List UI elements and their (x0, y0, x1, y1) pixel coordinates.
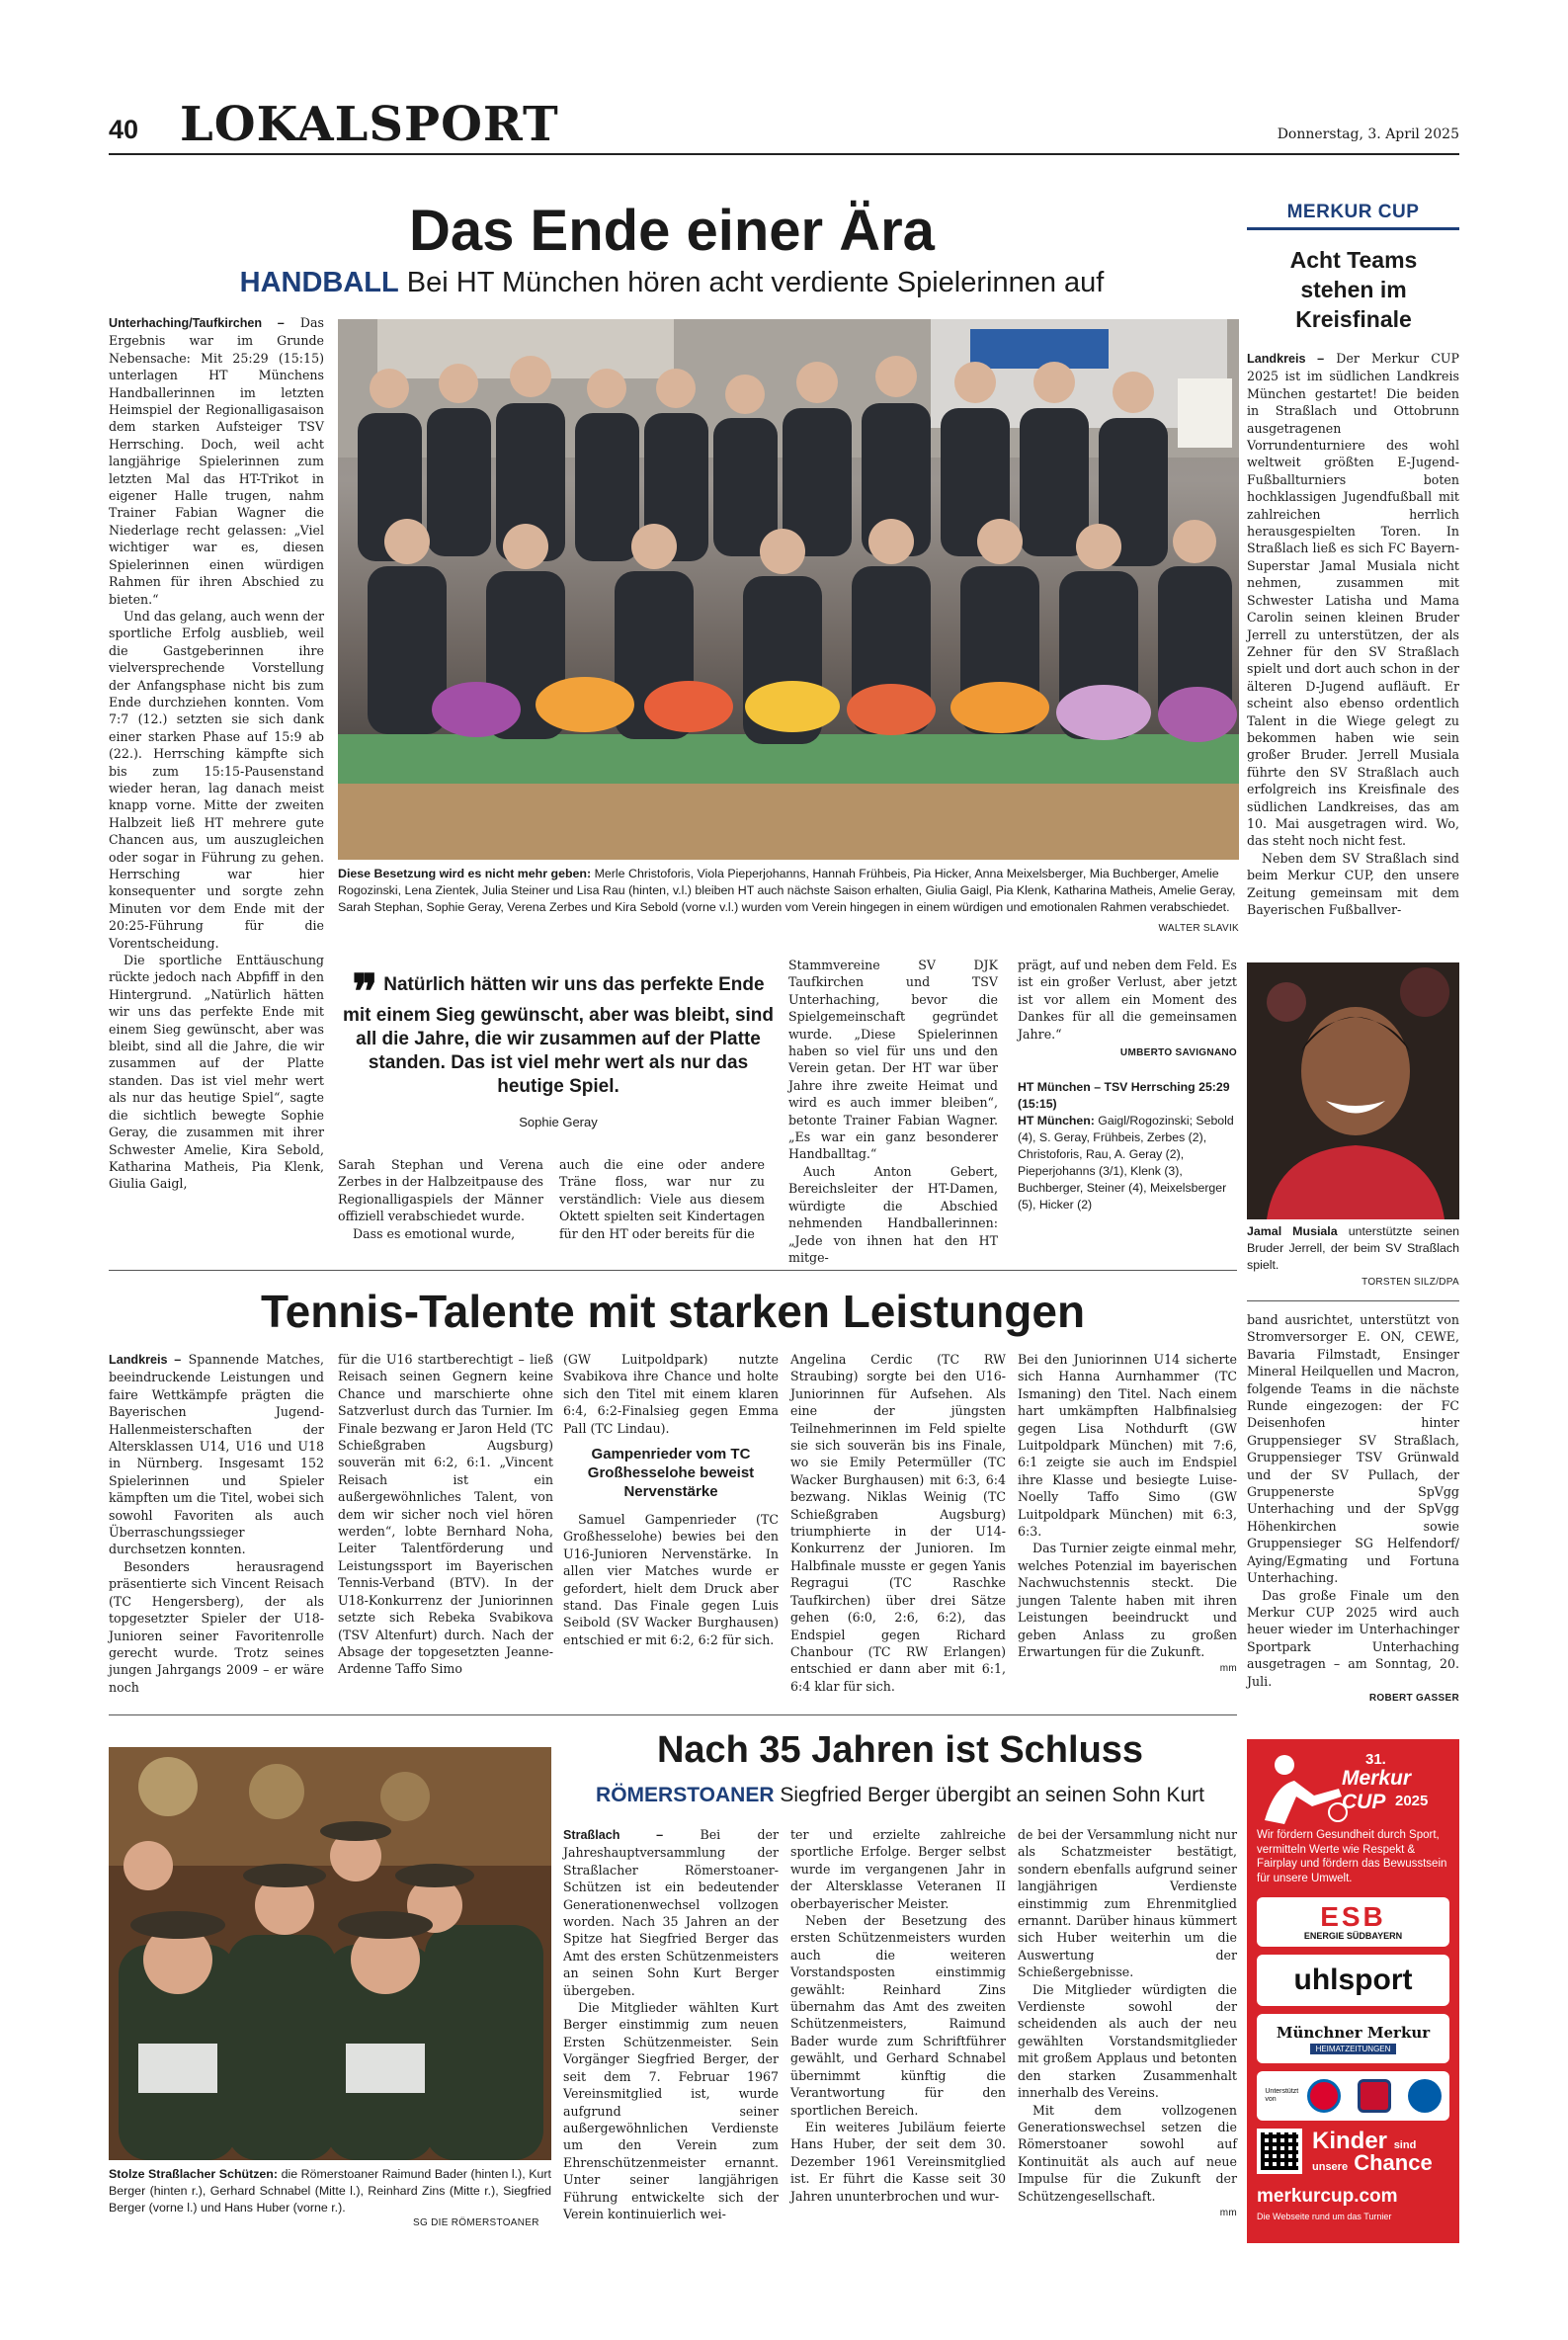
tennis-col5-p1: Bei den Juniorinnen U14 sicherte sich Hanna Aurnhammer (TC Ismaning) den Titel. Nach einem hart umkämpften Halbfinalsieg gegen Lisa Nothdurft (GW Luitpoldpark München) mit 7:6, 6:1 zeigte sie auch im Endspiel ihre Klasse und besiegte Luise-Noelly Taffo Simo (GW Luitpoldpark München) mit 6:3, 6:3. (1018, 1352, 1237, 1540)
main-col2-p2: Dass es emotional wurde, (353, 1225, 516, 1241)
main-col2-p1: Sarah Stephan und Verena Zerbes in der Halbzeitpause des Regionalligaspiels der Männer offiziell verabschiedet wurde. (338, 1157, 543, 1224)
bfv-icon (1408, 2079, 1442, 2113)
schuetzen-col1-p1: Bei der Jahreshauptversammlung der Straßlacher Römerstoaner-Schützen ist ein bedeutender Generationenwechsel vollzogen worden. Nach 35 Jahren an der Spitze hat Siegfried Berger das Amt des ersten Schützenmeisters an seinen Sohn Kurt Berger übergeben. (563, 1827, 779, 1998)
schuetzen-caption (109, 2166, 551, 2216)
ad-url-sub: Die Webseite rund um das Turnier (1257, 2212, 1392, 2221)
tennis-divider (109, 1714, 1237, 1715)
team-photo-caption-lead: Diese Besetzung wird es nicht mehr geben: (338, 867, 592, 880)
schuetzen-col3-p2: Die Mitglieder würdigten die Verdienste sowohl der scheidenden als auch der neu gewählten Vorstandsmitglieder mit großem Applaus und betonten den starken Zusammenhalt innerhalb des Vereins. (1018, 1981, 1237, 2101)
tennis-subhead: Gampenrieder vom TC Großhesselohe beweist Nervenstärke (587, 1446, 755, 1501)
merkur-cont-p2: Das große Finale um den Merkur CUP 2025 wird auch heuer wieder im Unterhachinger Sportpark Unterhaching ausgetragen – am Sonntag, 20. Juli. (1247, 1587, 1459, 1689)
schuetzen-author: mm (1219, 2207, 1237, 2218)
schuetzen-col1-p2: Die Mitglieder wählten Kurt Berger einstimmig zum neuen Ersten Schützenmeister. Sein Vorgänger Siegfried Berger, der seit dem 7. Februar 1967 Vereinsmitglied ist, wurde aufgrund seiner außergewöhnlichen Verdienste um den Verein zum Ehrenschützenmeister ernannt. Unter seiner langjährigen Führung entwickelte sich der Verein kontinuierlich wei- (563, 2000, 779, 2221)
schuetzen-photo-illustration (109, 1747, 551, 2160)
team-photo-illustration (338, 319, 1239, 860)
sponsor-uhlsport (1257, 1955, 1449, 2006)
main-subtitle: Bei HT München hören acht verdiente Spielerinnen auf (406, 267, 1105, 298)
merkur-cont-p1: band ausrichtet, unterstützt von Stromversorger E. ON, CEWE, Bavaria Filmstadt, Ensinger Mineral Heilquellen und Macron, folgende Teams in die nächste Runde eingezogen: der FC Deisenhofen hinter Gruppensieger SV Straßlach, Gruppensieger TSV Grünwald und der SV Pullach, der Gruppenerste SpVgg Unterhaching und der SpVgg Höhenkirchen sowie Gruppensieger SG Helfendorf/ Aying/Egmating und Fortuna Unterhaching. (1247, 1312, 1459, 1586)
result-team: HT München: (1018, 1114, 1095, 1128)
merkur-cont-rule (1247, 1300, 1459, 1301)
main-kicker: HANDBALL (239, 267, 399, 298)
qr-code-icon[interactable] (1257, 2129, 1302, 2174)
schuetzen-credit: SG DIE RÖMERSTOANER (413, 2217, 539, 2228)
main-col1-p1: Das Ergebnis war im Grunde Nebensache: Mit 25:29 (15:15) unterlagen HT Münchens Handballerinnen im letzten Heimspiel der Regionalligasaison dem starken Aufsteiger TSV Herrsching. Doch, weil acht langjährige Spielerinnen zum letzten Mal das HT-Trikot in eigener Halle trugen, nahm Trainer Fabian Wagner die Niederlage recht gelassen: „Viel wichtiger war es, diesen Spielerinnen einen würdigen Rahmen für ihren Abschied zu bieten.“ (109, 315, 324, 607)
sponsor-uhlsport-logo: uhlsport (1293, 1964, 1413, 1996)
musiala-caption-text: unterstützte seinen Bruder Jerrell, der beim SV Straßlach spielt. (1247, 1224, 1459, 1272)
merkur-text (1247, 350, 1459, 918)
main-story-col3 (559, 1156, 765, 1242)
main-story-col4 (788, 957, 998, 1266)
quote-text: Natürlich hätten wir uns das perfekte Ende mit einem Sieg gewünscht, aber was bleibt, sind all die Jahre, die wir zusammen auf der Platte standen. Das ist viel mehr wert als nur das heutige Spiel. (342, 974, 775, 1097)
merkur-label: MERKUR CUP (1286, 202, 1420, 222)
ad-brand: Merkur CUP (1342, 1767, 1412, 1813)
schuetzen-kicker: RÖMERSTOANER (596, 1784, 775, 1806)
fc-bayern-icon (1307, 2079, 1341, 2113)
tennis-col3-p1: (GW Luitpoldpark) nutzte Svabikova ihre Chance und holte sich den Titel mit einem klaren 6:4, 6:2-Finalsieg gegen Emma Pall (TC Lindau). (563, 1352, 779, 1436)
tennis-col1 (109, 1351, 324, 1696)
tennis-col2-p1: für die U16 startberechtigt – ließ Reisach seinen Gegnern keine Chance und marschierte ohne Satzverlust durch das Turnier. Im Finale bezwang er Jaron Held (TC Schießgraben Augsburg) souverän mit 6:2, 6:1. „Vincent Reisach ist ein außergewöhnliches Talent, von dem wir sicher noch viel hören werden“, lobte Bernhard Noha, Leiter Talentförderung und Leistungssport im Bayerischen Tennis-Verband (BTV). In der U18-Konkurrenz der Juniorinnen setzte sich Rebeka Svabikova (TSV Altenfurt) durch. Nach der Absage der topgesetzten Jeanne-Ardenne Taffo Simo (338, 1352, 553, 1677)
schuetzen-col2-p2: Neben der Besetzung des ersten Schützenmeisters wurden auch die weiteren Vorstandsposten einstimmig gewählt: Reinhard Zins übernahm das Amt des zweiten Schützenmeisters, Raimund Bader wurde zum Schriftführer gewählt, und Gerhard Schnabel übernimmt künftig die Verantwortung für den sportlichen Bereich. (790, 1913, 1006, 2118)
merkur-dateline: Landkreis – (1247, 352, 1325, 366)
merkur-cup-ad (1247, 1739, 1459, 2243)
page-number: 40 (109, 115, 139, 144)
musiala-credit: TORSTEN SILZ/DPA (1362, 1277, 1459, 1288)
merkur-headline: Acht Teams stehen im Kreisfinale (1289, 247, 1418, 332)
ad-chance-line (1312, 2152, 1433, 2178)
tennis-dateline: Landkreis – (109, 1353, 182, 1367)
schuetzen-col2-p1: ter und erzielte zahlreiche sportliche Erfolge. Berger selbst wurde im vergangenen Jahr in der Altersklasse Veteranen II oberbayerischer Meister. (790, 1827, 1006, 1911)
main-story-col5 (1018, 957, 1237, 1213)
schuetzen-col3-p3: Mit dem vollzogenen Generationswechsel setzen die Römerstoaner sowohl auf Kontinuität als auch auf neue Impulse für die Zukunft der Schützengesellschaft. (1018, 2102, 1237, 2204)
sponsor-row (1257, 2071, 1449, 2121)
tennis-col3 (563, 1351, 779, 1648)
schuetzen-col2-p3: Ein weiteres Jubiläum feierte Hans Huber, der seit dem 30. Dezember 1961 Vereinsmitglied ist. Er führt die Kasse seit 30 Jahren ununterbrochen und wur- (790, 2119, 1006, 2204)
result-box (1018, 1079, 1237, 1213)
sponsor-merkur-sub: HEIMATZEITUNGEN (1310, 2044, 1397, 2054)
ad-unsere: unsere (1312, 2161, 1349, 2173)
main-col1-p2: Und das gelang, auch wenn der sportliche Erfolg ausblieb, weil die Gastgeberinnen ihre vielversprechende Vorstellung der Anfangsphase nicht bis zum Ende durchziehen konnten. Vom 7:7 (12.) setzten sie sich dank einer starken Phase auf 15:9 ab (22.). Herrsching kämpfte sich bis zum 15:15-Pausenstand wieder heran, lag danach meist knapp vorne. Mitte der zweiten Halbzeit ließ HT mehrere gute Chancen aus, um auszugleichen oder sogar in Führung zu gehen. Herrsching war hier konsequenter und sorgte zehn Minuten vor dem Ende mit der 20:25-Führung für die Vorentscheidung. (109, 608, 324, 951)
result-lineup-block (1018, 1113, 1237, 1213)
tennis-col1-p1: Spannende Matches, beeindruckende Leistungen und faire Wettkämpfe prägten die Bayerischen Jugend-Hallenmeisterschaften der Altersklassen U14, U16 und U18 in Nürnberg. Insgesamt 152 Spielerinnen und Spieler kämpften um die Titel, wobei sich sowohl Favoriten als auch Überraschungssieger durchsetzen konnten. (109, 1352, 324, 1557)
team-photo-caption-text: Merle Christoforis, Viola Pieperjohanns, Hannah Frühbeis, Pia Hicker, Anna Meixelsberger, Mia Buchberger, Amelie Rogozinski, Lena Zientek, Julia Steiner und Lisa Rau (hinten, v.l.) bleiben HT auch nächste Saison erhalten, Giulia Gaigl, Pia Klenk, Katharina Matheis, Amelie Geray, Sarah Stephan, Sophie Geray, Verena Zerbes und Kira Sebold (vorne v.l.) wurden vom Verein hingegen in einem würdigen und emotionalen Rahmen verabschiedet. (338, 867, 1236, 914)
ad-year: 2025 (1395, 1793, 1429, 1809)
schuetzen-subline (563, 1784, 1237, 1807)
ad-edition: 31. (1365, 1751, 1386, 1768)
tennis-headline: Tennis-Talente mit starken Leistungen (260, 1286, 1086, 1337)
merkur-text-p2: Neben dem SV Straßlach sind beim Merkur CUP, den unsere Zeitung gemeinsam mit dem Bayerischen Fußballver- (1247, 850, 1459, 917)
tennis-col4-p1: Angelina Cerdic (TC RW Straubing) sorgte bei den U16-Juniorinnen für Aufsehen. Als eine der jüngsten Teilnehmerinnen im Feld spielte sie sich souverän bis ins Finale, wo sie Emily Petermüller (TC Wacker Burghausen) mit 6:3, 6:4 bezwang. Niklas Weinig (TC Schießgraben Augsburg) triumphierte in der U14-Konkurrenz der Junioren. Im Halbfinale musste er gegen Yanis Regragui (TC Raschke Taufkirchen) über drei Sätze gehen (6:0, 2:6, 6:2), das Endspiel gegen Richard Chanbour (TC RW Erlangen) entschied er dann aber mit 6:1, 6:4 klar für sich. (790, 1352, 1006, 1694)
tennis-col1-p2: Besonders herausragend präsentierte sich Vincent Reisach (TC Hengersberg), der als topgesetzter Spieler der U18-Junioren seiner Favoritenrolle gerecht wurde. Trotz seines jungen Jahrgangs 2009 – er wäre noch (109, 1558, 324, 1695)
ad-kinder: Kinder (1312, 2128, 1388, 2154)
player-icon (1255, 1751, 1349, 1830)
tennis-col3-p2: Samuel Gampenrieder (TC Großhesselohe) bewies bei den U16-Junioren Nervenstärke. In allen vier Matches wurde er gefordert, hielt dem Druck aber stand. Das Finale gegen Luis Seibold (SV Wacker Burghausen) entschied er mit 6:2, 6:2 für sich. (563, 1512, 779, 1647)
schuetzen-caption-lead: Stolze Straßlacher Schützen: (109, 2167, 278, 2181)
schuetzen-col1 (563, 1826, 779, 2222)
issue-date: Donnerstag, 3. April 2025 (1277, 126, 1459, 142)
team-photo-credit: WALTER SLAVIK (1158, 923, 1239, 934)
musiala-photo-illustration (1247, 962, 1459, 1219)
ad-supported-label: Unterstützt von (1265, 2088, 1299, 2103)
main-story-col1 (109, 314, 324, 1193)
schuetzen-dateline: Straßlach – (563, 1828, 664, 1842)
main-col5-p1: prägt, auf und neben dem Feld. Es ist ein großer Verlust, aber jetzt ist vor allem ein Moment des Dankes für all die gemeinsamen Jahre.“ (1018, 958, 1237, 1042)
tennis-col5-p2: Das Turnier zeigte einmal mehr, welches Potenzial im bayerischen Nachwuchstennis steckt. Die jungen Talente haben mit ihren Leistungen beeindruckt und geben Anlass zu großen Erwartungen für die Zukunft. (1018, 1541, 1237, 1659)
main-col4-p1: Stammvereine SV DJK Taufkirchen und TSV Unterhaching, bevor die Spielgemeinschaft gegründet wurde. „Diese Spielerinnen haben so viel für uns und den Verein getan. Der HT war über Jahre ihre zweite Heimat und wird es auch immer bleiben“, betonte Trainer Fabian Wagner. „Es war ein ganz besonderer Handballtag.“ (788, 958, 998, 1162)
main-col1-p3: Die sportliche Enttäuschung rückte jedoch nach Abpfiff in den Hintergrund. „Natürlich hätten wir uns das perfekte Ende mit einem Sieg gewünscht, aber was bleibt, sind all die Jahre, die wir zusammen auf der Platte standen. Das ist viel mehr wert als nur das heutige Spiel“, sagte die sichtlich bewegte Sophie Geray, die zusammen mit ihrer Schwester Amelie, Kira Sebold, Katharina Matheis, Pia Klenk, Giulia Gaigl, (109, 953, 324, 1192)
tennis-author: mm (1219, 1663, 1237, 1675)
main-headline: Das Ende einer Ära (409, 199, 935, 263)
result-title: HT München – TSV Herrsching 25:29 (15:15) (1018, 1080, 1230, 1112)
schuetzen-photo (109, 1747, 551, 2160)
ad-slogan: Wir fördern Gesundheit durch Sport, vermitteln Werte wie Respekt & Fairplay und fördern das Bewusstsein für unsere Umwelt. (1257, 1829, 1447, 1884)
merkur-author: ROBERT GASSER (1368, 1692, 1459, 1704)
musiala-caption-lead: Jamal Musiala (1247, 1224, 1338, 1238)
musiala-caption (1247, 1223, 1459, 1274)
main-col5-author: UMBERTO SAVIGNANO (1119, 1047, 1237, 1059)
sponsor-esb-sub: ENERGIE SÜDBAYERN (1303, 1931, 1403, 1941)
tennis-col4 (790, 1351, 1006, 1695)
schuetzen-headline: Nach 35 Jahren ist Schluss (656, 1729, 1144, 1771)
schuetzen-col3 (1018, 1826, 1237, 2221)
schuetzen-subtitle: Siegfried Berger übergibt an seinen Sohn Kurt (780, 1784, 1204, 1806)
header-rule (109, 153, 1459, 155)
main-subline (109, 267, 1235, 299)
section-title: LOKALSPORT (180, 97, 559, 152)
merkur-label-rule (1247, 227, 1459, 230)
main-story-col2 (338, 1156, 543, 1242)
schuetzen-col3-p1: de bei der Versammlung nicht nur als Schatzmeister bestätigt, sondern ebenfalls aufgrund seiner langjährigen Verdienste einstimmig zum Ehrenmitglied ernannt. Darüber hinaus kümmert sich Huber weiterhin um die Auswertung der Schießergebnisse. (1018, 1827, 1237, 1980)
schuetzen-caption-text: die Römerstoaner Raimund Bader (hinten l.), Kurt Berger (hinten r.), Gerhard Schnabel (Mitte l.), Reinhard Zins (Mitte r.), Siegfried Berger (vorne l.) und Hans Huber (vorne r.). (109, 2167, 551, 2215)
musiala-photo (1247, 962, 1459, 1219)
sponsor-esb-logo: ESB (1320, 1901, 1386, 1932)
result-lineup: Gaigl/Rogozinski; Sebold (4), S. Geray, Frühbeis, Zerbes (2), Christoforis, Rau, A. Geray (2), Pieperjohanns (3/1), Klenk (3), Buchberger, Steiner (4), Meixelsberger (5), Hicker (2) (1018, 1114, 1234, 1212)
team-photo-caption (338, 866, 1239, 937)
ad-chance: Chance (1354, 2150, 1433, 2175)
ad-url[interactable]: merkurcup.com (1257, 2186, 1398, 2207)
main-dateline: Unterhaching/Taufkirchen – (109, 316, 285, 330)
team-photo (338, 319, 1239, 860)
tennis-col5 (1018, 1351, 1237, 1678)
main-col4-p2: Auch Anton Gebert, Bereichsleiter der HT-Damen, würdigte die Abschied nehmenden Handballerinnen: „Jede von ihnen hat den HT mitge- (788, 1163, 998, 1265)
merkur-cont (1247, 1311, 1459, 1707)
main-story-divider (109, 1270, 1237, 1271)
merkur-text-p1: Der Merkur CUP 2025 ist im südlichen Landkreis München gestartet! Die beiden in Straßlach und Ottobrunn ausgetragenen Vorrundenturniere des wohl weltweit größten E-Jugend-Fußballturniers boten hochklassigen Jugendfußball mit zahlreichen herrlich herausgespielten Toren. In Straßlach ließ es sich FC Bayern-Superstar Jamal Musiala nicht nehmen, zusammen mit Schwester Latisha und Mama Carolin seinen kleinen Bruder Jerrell zu unterstützen, der als Zehner für den SV Straßlach spielt und dort auch schon in der älteren D-Jugend aufläuft. Er scheint also ebenso ordentlich Talent in die Wiege gelegt zu bekommen haben wie sein großer Bruder. Jerrell Musiala führte den SV Straßlach auch erfolgreich ins Kreisfinale des südlichen Landkreises, das am 10. Mai ausgetragen wird. Wo, das steht noch nicht fest. (1247, 351, 1459, 849)
tennis-col2 (338, 1351, 553, 1678)
quote-mark-icon: ❞ (352, 964, 378, 1020)
sponsor-esb (1257, 1897, 1449, 1947)
ad-sind: sind (1393, 2139, 1417, 2151)
sponsor-merkur (1257, 2014, 1449, 2063)
qr-code-pattern (1261, 2132, 1298, 2170)
pull-quote (341, 964, 776, 1099)
unterhaching-icon (1358, 2079, 1391, 2113)
sponsor-merkur-logo: Münchner Merkur (1276, 2023, 1431, 2042)
main-col3-p1: auch die eine oder andere Träne floss, war nur zu verständlich: Viele aus diesem Oktett spielten seit Kindertagen für den HT oder bereits für die (559, 1157, 765, 1241)
quote-author: Sophie Geray (519, 1115, 598, 1129)
schuetzen-col2 (790, 1826, 1006, 2205)
